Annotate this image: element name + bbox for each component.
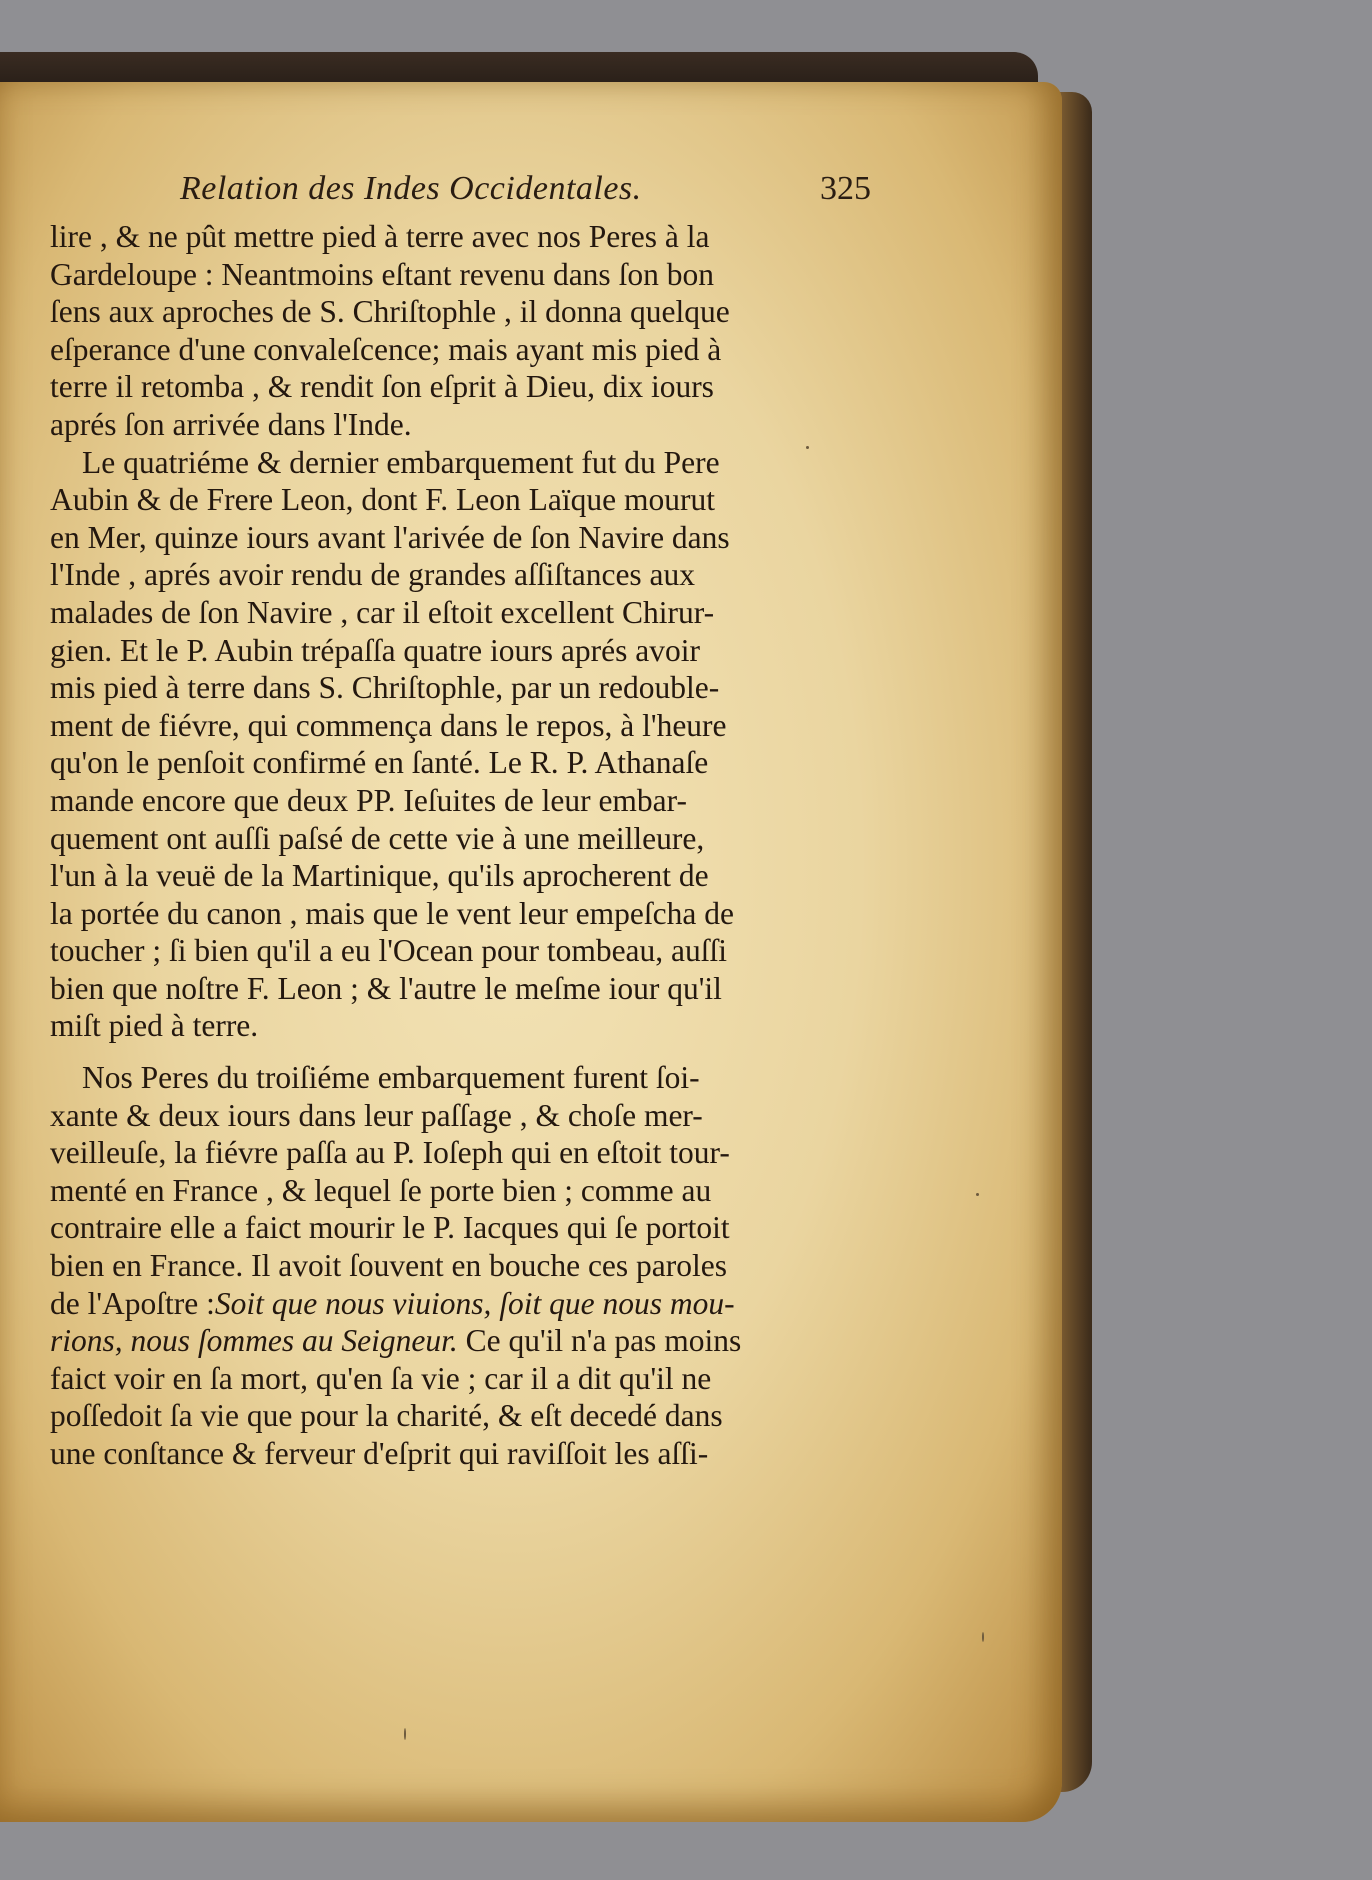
text-line: mis pied à terre dans S. Chriſtophle, par un redouble- [50, 670, 720, 706]
text-line: Nos Peres du troiſiéme embarquement furent ſoi- [82, 1060, 700, 1096]
text-line: contraire elle a faict mourir le P. Iacques qui ſe portoit [50, 1210, 730, 1246]
text-line: faict voir en ſa mort, qu'en ſa vie ; car il a dit qu'il ne [50, 1360, 712, 1396]
text-line: veilleuſe, la fiévre paſſa au P. Ioſeph qui en eſtoit tour- [50, 1135, 730, 1171]
text-line: eſperance d'une convaleſcence; mais ayant mis pied à [50, 331, 722, 367]
paper-speck [404, 1728, 406, 1740]
text-line: xante & deux iours dans leur paſſage , & choſe mer- [50, 1097, 703, 1133]
text-line: l'un à la veuë de la Martinique, qu'ils aprocherent de [50, 858, 709, 894]
body-text [50, 218, 870, 1473]
italic-quote: rions, nous ſommes au Seigneur. [50, 1323, 458, 1359]
text-line: ſens aux aproches de S. Chriſtophle , il donna quelque [50, 294, 730, 330]
text-line: malades de ſon Navire , car il eſtoit excellent Chirur- [50, 594, 715, 630]
paper-speck [976, 1193, 979, 1196]
text-line [50, 1285, 870, 1323]
text-line: en Mer, quinze iours avant l'arivée de ſon Navire dans [50, 519, 730, 555]
text-line: la portée du canon , mais que le vent leur empeſcha de [50, 895, 734, 931]
paper-speck [982, 1632, 984, 1642]
text-line: mande encore que deux PP. Ieſuites de leur embar- [50, 782, 688, 818]
text-line: Aubin & de Frere Leon, dont F. Leon Laïque mourut [50, 482, 715, 518]
text-run: de l'Apoſtre : [50, 1285, 215, 1321]
text-line: Le quatriéme & dernier embarquement fut du Pere [82, 444, 720, 480]
text-line: miſt pied à terre. [50, 1008, 259, 1044]
text-line: une conſtance & ferveur d'eſprit qui raviſſoit les aſſi- [50, 1436, 709, 1471]
paragraph-gap [50, 1045, 870, 1059]
text-line: bien que noſtre F. Leon ; & l'autre le meſme iour qu'il [50, 970, 722, 1006]
text-line: aprés ſon arrivée dans l'Inde. [50, 406, 412, 442]
text-line: ment de fiévre, qui commença dans le repos, à l'heure [50, 707, 727, 743]
text-line: bien en France. Il avoit ſouvent en bouche ces paroles [50, 1248, 728, 1284]
text-line: toucher ; ſi bien qu'il a eu l'Ocean pour tombeau, auſſi [50, 933, 728, 969]
text-line: gien. Et le P. Aubin trépaſſa quatre iours aprés avoir [50, 632, 700, 668]
running-head: Relation des Indes Occidentales. [180, 170, 642, 207]
text-run: Ce qu'il n'a pas moins [457, 1323, 742, 1359]
text-line: Gardeloupe : Neantmoins eſtant revenu dans ſon bon [50, 256, 714, 292]
text-line: quement ont auſſi paſsé de cette vie à une meilleure, [50, 820, 705, 856]
text-line: lire , & ne pût mettre pied à terre avec nos Peres à la [50, 219, 710, 254]
text-line: poſſedoit ſa vie que pour la charité, & eſt decedé dans [50, 1398, 723, 1434]
italic-quote: Soit que nous viuions, ſoit que nous mou- [214, 1285, 735, 1321]
text-line: qu'on le penſoit confirmé en ſanté. Le R. P. Athanaſe [50, 745, 709, 781]
text-line: l'Inde , aprés avoir rendu de grandes aſſiſtances aux [50, 557, 696, 593]
text-line: menté en France , & lequel ſe porte bien ; comme au [50, 1172, 712, 1208]
page-number: 325 [820, 170, 871, 207]
text-line: terre il retomba , & rendit ſon eſprit à Dieu, dix iours [50, 369, 714, 405]
text-line [50, 1322, 870, 1360]
paper-speck [806, 446, 809, 449]
